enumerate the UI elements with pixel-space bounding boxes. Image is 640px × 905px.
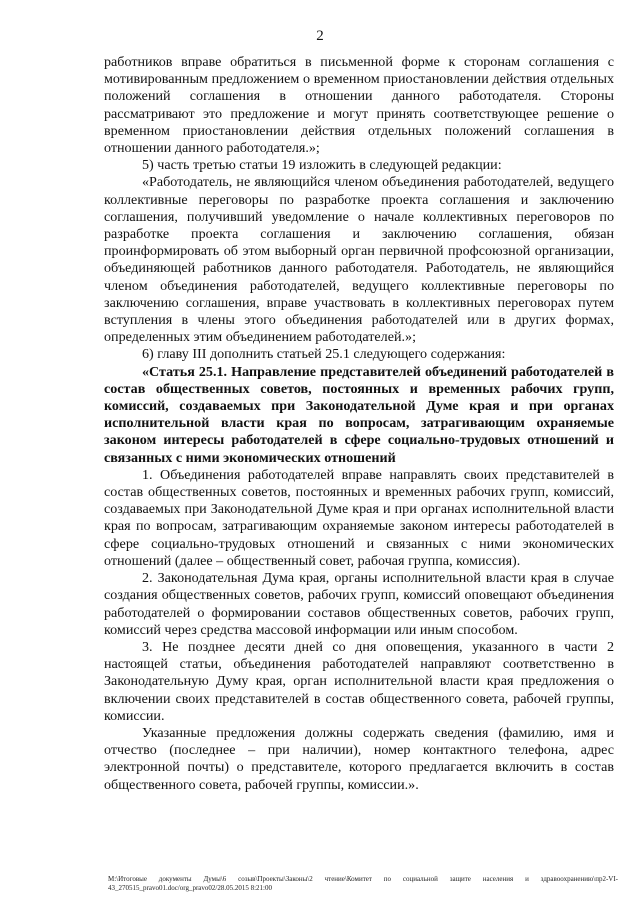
article-part-1: 1. Объединения работодателей вправе направлять своих представителей в состав общественных советов, постоянных и временных рабочих групп, комиссий, создаваемых при Законодательной Думе края и при органах исполнительной власти края по вопросам, затрагивающим охраняемые законом интересы работодателей в сфере социально-трудовых отношений и связанных с ними экономических отношений (далее – общественный совет, рабочая группа, комиссия). bbox=[104, 466, 614, 569]
document-body bbox=[104, 54, 614, 794]
paragraph-continuation: работников вправе обратиться в письменной форме к сторонам соглашения с мотивированным предложением о временном приостановлении действия отдельных положений соглашения в отношении данного работодателя. Стороны рассматривают это предложение и могут принять соответствующее решение о временном приостановлении действия отдельных положений соглашения в отношении данного работодателя.»; bbox=[104, 54, 614, 157]
file-path-footer: M:\Итоговые документы Думы\6 созыв\Проекты\Законы\2 чтение\Комитет по социальной защите населения и здравоохранению\пр2-VI-43_270515_pravo01.doc/org_pravo02/28.05.2015 8:21:00 bbox=[108, 875, 618, 892]
page-number: 2 bbox=[316, 28, 324, 44]
paragraph-item-5: 5) часть третью статьи 19 изложить в следующей редакции: bbox=[142, 157, 502, 174]
paragraph-quote-article-19: «Работодатель, не являющийся членом объединения работодателей, ведущего коллективные переговоры по разработке проекта соглашения и заключению соглашения, получивший уведомление о начале коллективных переговоров по разработке проекта соглашения и заключению соглашения, обязан проинформировать об этом выборный орган первичной профсоюзной организации, объединяющей работников данного работодателя. Работодатель, не являющийся членом объединения работодателей, ведущего коллективные переговоры по заключению соглашения, вправе участвовать в коллективных переговорах путем вступления в члены этого объединения работодателей или в других формах, определенных этим объединением работодателей.»; bbox=[104, 174, 614, 346]
article-25-1-heading: «Статья 25.1. Направление представителей объединений работодателей в состав общественных советов, постоянных и временных рабочих групп, комиссий, создаваемых при Законодательной Думе края и при органах исполнительной власти края по вопросам, затрагивающим охраняемые законом интересы работодателей в сфере социально-трудовых отношений и связанных с ними экономических отношений bbox=[104, 363, 614, 466]
article-part-3-requirements: Указанные предложения должны содержать сведения (фамилию, имя и отчество (последнее – при наличии), номер контактного телефона, адрес электронной почты) о представителе, которого предлагается включить в состав общественного совета, рабочей группы, комиссии.». bbox=[104, 724, 614, 793]
article-part-3: 3. Не позднее десяти дней со дня оповещения, указанного в части 2 настоящей статьи, объединения работодателей направляют соответственно в Законодательную Думу края, орган исполнительной власти края предложения о включении своих представителей в состав общественного совета, рабочей группы, комиссии. bbox=[104, 638, 614, 724]
article-part-2: 2. Законодательная Дума края, органы исполнительной власти края в случае создания общественных советов, рабочих групп, комиссий оповещают объединения работодателей о формировании составов общественных советов, рабочих групп, комиссий через средства массовой информации или иным способом. bbox=[104, 570, 614, 638]
paragraph-item-6: 6) главу III дополнить статьей 25.1 следующего содержания: bbox=[142, 346, 506, 363]
